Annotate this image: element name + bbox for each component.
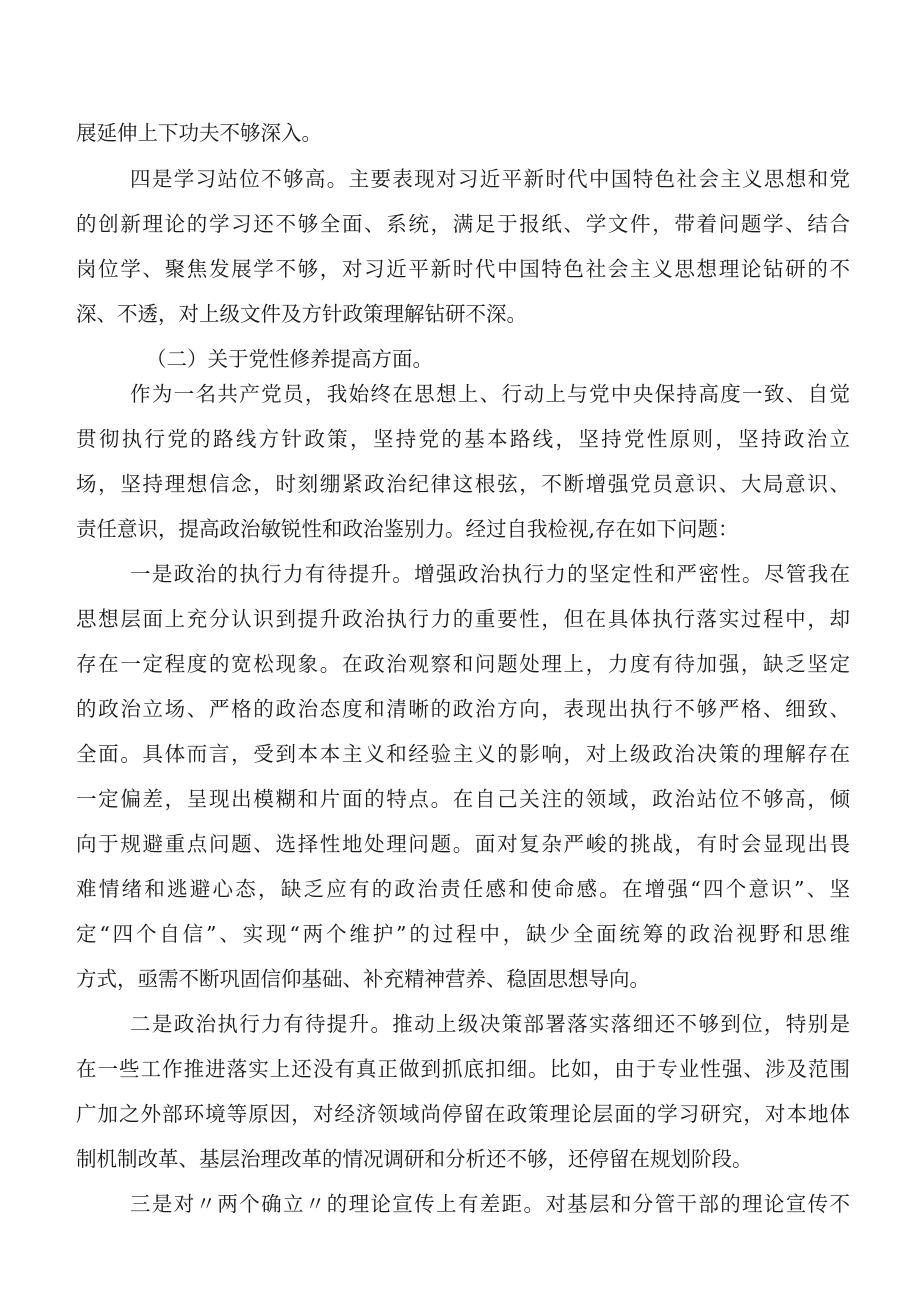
text-line-8: 贯彻执行党的路线方针政策，坚持党的基本路线，坚持党性原则，坚持政治立 xyxy=(76,427,850,451)
text-line-13: 存在一定程度的宽松现象。在政治观察和问题处理上，力度有待加强，缺乏坚定 xyxy=(76,652,850,676)
text-line-9: 场，坚持理想信念，时刻绷紧政治纪律这根弦，不断增强党员意识、大局意识、 xyxy=(76,472,850,496)
text-line-23: 广加之外部环境等原因，对经济领域尚停留在政策理论层面的学习研究，对本地体 xyxy=(76,1102,850,1126)
text-line-5: 深、不透，对上级文件及方针政策理解钻研不深。 xyxy=(76,302,527,326)
text-line-20: 方式，亟需不断巩固信仰基础、补充精神营养、稳固思想导向。 xyxy=(76,967,650,991)
text-line-11: 一是政治的执行力有待提升。增强政治执行力的坚定性和严密性。尽管我在 xyxy=(130,562,850,586)
text-line-15: 全面。具体而言，受到本本主义和经验主义的影响，对上级政治决策的理解存在 xyxy=(76,742,850,766)
text-line-2: 四是学习站位不够高。主要表现对习近平新时代中国特色社会主义思想和党 xyxy=(130,167,850,191)
text-line-16: 一定偏差，呈现出模糊和片面的特点。在自己关注的领域，政治站位不够高，倾 xyxy=(76,787,850,811)
text-line-22: 在一些工作推进落实上还没有真正做到抓底扣细。比如，由于专业性强、涉及范围 xyxy=(76,1057,850,1081)
text-line-14: 的政治立场、严格的政治态度和清晰的政治方向，表现出执行不够严格、细致、 xyxy=(76,697,850,721)
text-line-7: 作为一名共产党员，我始终在思想上、行动上与党中央保持高度一致、自觉 xyxy=(130,382,850,406)
text-line-25: 三是对〃两个确立〃的理论宣传上有差距。对基层和分管干部的理论宣传不 xyxy=(130,1192,850,1216)
text-line-4: 岗位学、聚焦发展学不够，对习近平新时代中国特色社会主义思想理论钻研的不 xyxy=(76,257,850,281)
text-line-24: 制机制改革、基层治理改革的情况调研和分析还不够，还停留在规划阶段。 xyxy=(76,1147,753,1171)
text-line-17: 向于规避重点问题、选择性地处理问题。面对复杂严峻的挑战，有时会显现出畏 xyxy=(76,832,850,856)
text-line-21: 二是政治执行力有待提升。推动上级决策部署落实落细还不够到位，特别是 xyxy=(130,1012,850,1036)
text-line-1: 展延伸上下功夫不够深入。 xyxy=(76,121,322,145)
text-line-3: 的创新理论的学习还不够全面、系统，满足于报纸、学文件，带着问题学、结合 xyxy=(76,212,850,236)
section-heading: （二）关于党性修养提高方面。 xyxy=(146,347,433,371)
text-line-12: 思想层面上充分认识到提升政治执行力的重要性，但在具体执行落实过程中，却 xyxy=(76,607,850,631)
text-line-18: 难情绪和逃避心态，缺乏应有的政治责任感和使命感。在增强“四个意识”、坚 xyxy=(76,877,850,901)
text-line-19: 定“四个自信”、实现“两个维护”的过程中，缺少全面统筹的政治视野和思维 xyxy=(76,922,850,946)
text-line-10: 责任意识，提高政治敏锐性和政治鉴别力。经过自我检视,存在如下问题： xyxy=(76,517,739,541)
